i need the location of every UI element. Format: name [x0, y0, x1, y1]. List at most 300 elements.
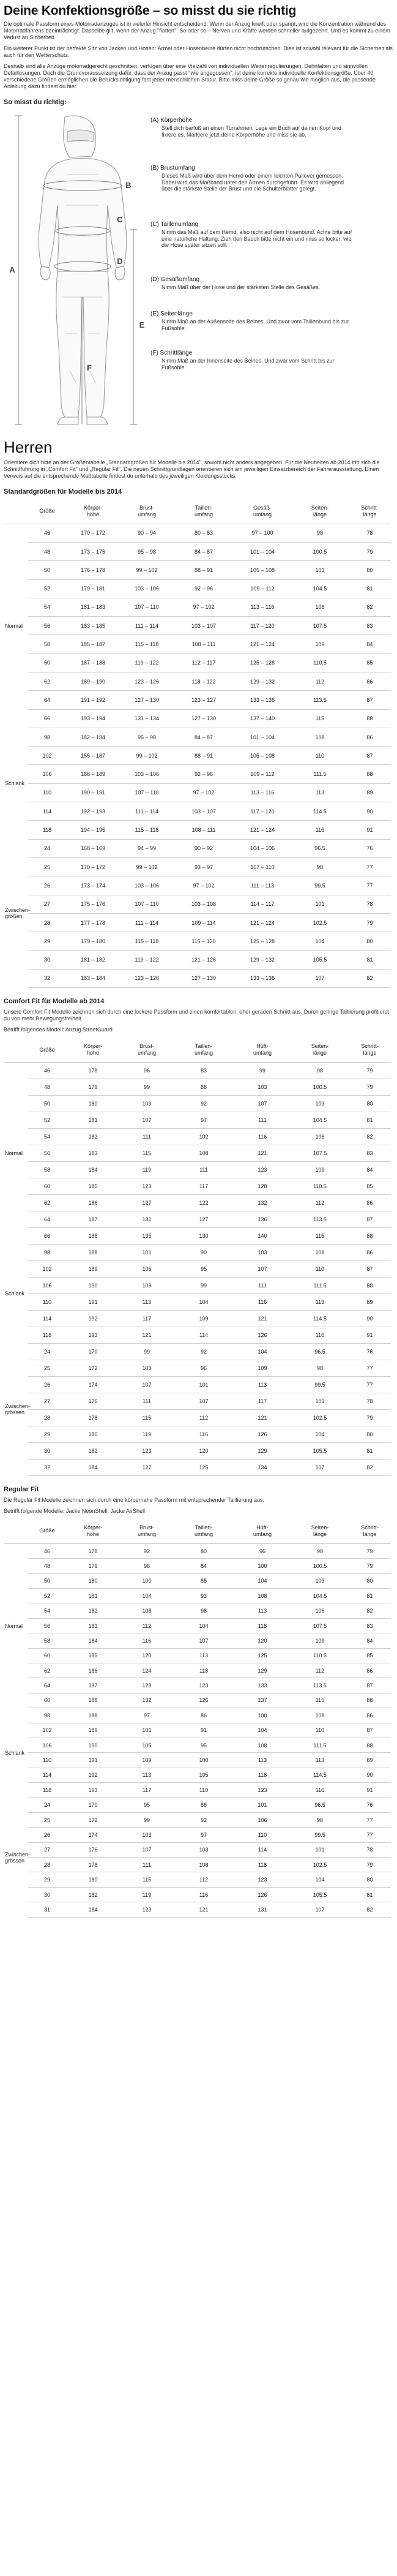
- table-cell: 93 – 97: [174, 857, 234, 876]
- table-cell: 82: [349, 1603, 391, 1618]
- table-cell: 109: [120, 1277, 174, 1294]
- table-row: [4, 1573, 391, 1588]
- table-cell: 110: [28, 1294, 66, 1310]
- table-cell: 62: [28, 1663, 66, 1678]
- table-cell: 79: [349, 1079, 391, 1095]
- table-cell: 87: [349, 1260, 391, 1277]
- table-cell: 28: [28, 913, 66, 932]
- table-cell: 84 – 87: [174, 728, 234, 746]
- table-cell: 88: [174, 1798, 234, 1812]
- table-cell: 100: [174, 1753, 234, 1768]
- table-cell: 92: [174, 1343, 234, 1360]
- table-cell: 95: [120, 1798, 174, 1812]
- table-cell: 106: [291, 1128, 349, 1145]
- table-row: [4, 1589, 391, 1603]
- table-cell: 96.5: [291, 1798, 349, 1812]
- table-cell: 104 – 106: [234, 839, 291, 857]
- table-cell: 191 – 192: [66, 691, 120, 709]
- table-cell: 184: [66, 1902, 120, 1917]
- table-cell: 121 – 124: [234, 913, 291, 932]
- table-row: [4, 1678, 391, 1693]
- table-cell: 79: [349, 913, 391, 932]
- table-cell: 116: [174, 1887, 234, 1902]
- table-cell: 127: [174, 1211, 234, 1227]
- table-cell: 50: [28, 1095, 66, 1112]
- table-cell: 123: [234, 1161, 291, 1178]
- table-cell: 102: [174, 1128, 234, 1145]
- table-cell: 187: [66, 1678, 120, 1693]
- table-cell: 24: [28, 1798, 66, 1812]
- table-row: [4, 1343, 391, 1360]
- table-cell: 188: [66, 1708, 120, 1723]
- table-cell: 110: [234, 1828, 291, 1842]
- table-row: [4, 598, 391, 616]
- table-cell: 110: [291, 1723, 349, 1738]
- table-cell: 86: [174, 1708, 234, 1723]
- table-cell: 28: [28, 1858, 66, 1872]
- table1-heading: Standardgrößen für Modelle bis 2014: [4, 488, 122, 495]
- column-header: Taillen- umfang: [174, 1038, 234, 1063]
- table-cell: 52: [28, 1112, 66, 1128]
- table-cell: 112: [291, 672, 349, 691]
- table-row: [4, 1828, 391, 1842]
- row-group-label: Normal: [5, 1150, 23, 1157]
- table-cell: 112: [120, 1618, 174, 1633]
- table-cell: 90: [349, 802, 391, 821]
- table-cell: 88: [349, 765, 391, 783]
- table-cell: 114.5: [291, 1768, 349, 1782]
- table-cell: 134: [234, 1459, 291, 1475]
- table-cell: 116: [291, 821, 349, 839]
- table-cell: 108 – 111: [174, 635, 234, 653]
- table-cell: 108: [291, 1708, 349, 1723]
- table-cell: 102: [28, 747, 66, 765]
- table-cell: 99.5: [291, 1376, 349, 1393]
- table-cell: 108: [234, 1738, 291, 1752]
- page: [0, 4, 397, 2576]
- table-cell: 97 – 100: [234, 524, 291, 542]
- table-cell: 30: [28, 951, 66, 969]
- table-cell: 123: [174, 1678, 234, 1693]
- table-cell: 121: [174, 1902, 234, 1917]
- table-cell: 78: [349, 1393, 391, 1409]
- table-cell: 30: [28, 1887, 66, 1902]
- table-cell: 111: [174, 1161, 234, 1178]
- table-cell: 140: [234, 1227, 291, 1244]
- table-cell: 29: [28, 1426, 66, 1442]
- table-cell: 107: [291, 969, 349, 987]
- table-row: [4, 542, 391, 560]
- table-row: [4, 839, 391, 857]
- table-cell: 103: [174, 1842, 234, 1857]
- table-cell: 111.5: [291, 1277, 349, 1294]
- table-cell: 126: [234, 1327, 291, 1343]
- table-cell: 129 – 132: [234, 951, 291, 969]
- table-cell: 98: [28, 1244, 66, 1260]
- table-cell: 189: [66, 1723, 120, 1738]
- row-group-label: Schlank: [5, 1290, 25, 1297]
- table-cell: 118: [28, 1327, 66, 1343]
- table-cell: 101: [174, 1376, 234, 1393]
- table-cell: 103: [234, 1244, 291, 1260]
- measure-legend: [150, 117, 352, 397]
- table-cell: 104: [120, 1589, 174, 1603]
- table-cell: 170: [66, 1343, 120, 1360]
- table-cell: 81: [349, 951, 391, 969]
- column-header: Schritt- länge: [349, 1519, 391, 1544]
- table-cell: 180: [66, 1426, 120, 1442]
- table-cell: 123 – 126: [120, 672, 174, 691]
- table-cell: 98: [291, 1062, 349, 1079]
- table-cell: 107: [120, 1842, 174, 1857]
- table-cell: 103: [120, 1828, 174, 1842]
- table-cell: 113.5: [291, 691, 349, 709]
- table-cell: 121: [234, 1409, 291, 1426]
- table-cell: 105.5: [291, 951, 349, 969]
- table3-text: Die Regular Fit Modelle zeichnen sich durch eine körpernahe Passform mit entsprechender Taillierung aus.: [4, 1496, 265, 1503]
- table-row: [4, 1244, 391, 1260]
- table-cell: 115: [120, 1872, 174, 1887]
- table-cell: 107.5: [291, 1145, 349, 1161]
- table-cell: 96: [234, 1543, 291, 1558]
- table-cell: 131: [234, 1902, 291, 1917]
- table-cell: 77: [349, 1376, 391, 1393]
- table-row: [4, 895, 391, 913]
- table-cell: 113: [120, 1768, 174, 1782]
- table-cell: 103 – 107: [174, 617, 234, 635]
- table-cell: 115 – 118: [120, 932, 174, 951]
- legend-text: Nimm Maß an der Innenseite des Beines. Und zwar vom Schritt bis zur Fußsohle.: [161, 357, 335, 371]
- table-row: [4, 1812, 391, 1827]
- table-cell: 174: [66, 1828, 120, 1842]
- table-cell: 54: [28, 598, 66, 616]
- table-cell: 104: [291, 1872, 349, 1887]
- table-cell: 107.5: [291, 617, 349, 635]
- table-cell: 178: [66, 1858, 120, 1872]
- table-cell: 26: [28, 876, 66, 895]
- table-cell: 110: [174, 1783, 234, 1798]
- table-cell: 101: [291, 1393, 349, 1409]
- table2-text: Unsere Comfort Fit Modelle zeichnen sich durch eine lockere Passform und einen komfortablen, eher geraden Schnitt aus. Durch geringe Taillierung profitierst du von mehr Bewegungsfreiheit.: [4, 1009, 389, 1022]
- table-cell: 107: [120, 1376, 174, 1393]
- table-cell: 132: [120, 1693, 174, 1708]
- table-cell: 46: [28, 1543, 66, 1558]
- table-cell: 85: [349, 1648, 391, 1663]
- table-cell: 118: [234, 1618, 291, 1633]
- table-cell: 86: [349, 672, 391, 691]
- table-row: [4, 1842, 391, 1857]
- table-cell: 24: [28, 839, 66, 857]
- table-row: [4, 617, 391, 635]
- table-cell: 77: [349, 876, 391, 895]
- table-cell: 110.5: [291, 1178, 349, 1194]
- table-cell: 105 – 108: [234, 561, 291, 579]
- table-cell: 133 – 136: [234, 691, 291, 709]
- table-cell: 77: [349, 1828, 391, 1842]
- column-header: Hüft- umfang: [234, 1038, 291, 1063]
- table-cell: 58: [28, 635, 66, 653]
- table-cell: 103 – 106: [120, 876, 174, 895]
- table-cell: 183: [66, 1618, 120, 1633]
- table-cell: 123: [234, 1783, 291, 1798]
- table-cell: 78: [349, 524, 391, 542]
- table-cell: 188: [66, 1244, 120, 1260]
- table-cell: 178: [66, 1062, 120, 1079]
- legend-text: Stell dich barfuß an einen Türrahmen. Lege ein Buch auf deinen Kopf und fixiere es. Markiere jetzt deine Körperhöhe und miss sie ab.: [161, 124, 342, 138]
- table-cell: 104: [234, 1723, 291, 1738]
- table-cell: 108: [291, 1244, 349, 1260]
- table-cell: 105: [120, 1738, 174, 1752]
- table-cell: 56: [28, 1145, 66, 1161]
- column-header: Schritt- länge: [349, 1038, 391, 1063]
- table-cell: 181 – 182: [66, 951, 120, 969]
- table-cell: 118: [28, 1783, 66, 1798]
- table-row: [4, 932, 391, 951]
- table-cell: 121: [234, 1310, 291, 1327]
- table-cell: 104: [174, 1618, 234, 1633]
- table-cell: 78: [349, 1842, 391, 1857]
- table-cell: 109: [291, 1633, 349, 1648]
- table-cell: 79: [349, 1858, 391, 1872]
- table-row: [4, 821, 391, 839]
- table-cell: 96.5: [291, 1343, 349, 1360]
- table-cell: 192: [66, 1310, 120, 1327]
- table-cell: 113.5: [291, 1211, 349, 1227]
- table-cell: 102.5: [291, 1858, 349, 1872]
- table-row: [4, 857, 391, 876]
- table-cell: 106: [234, 1812, 291, 1827]
- table-cell: 92: [120, 1543, 174, 1558]
- table-cell: 28: [28, 1409, 66, 1426]
- row-group-label: Zwischen- grössen: [5, 1851, 31, 1864]
- table-cell: 66: [28, 709, 66, 728]
- figure-label-e: E: [139, 320, 145, 330]
- table-cell: 179: [66, 1079, 120, 1095]
- table-cell: 81: [349, 1442, 391, 1459]
- table-cell: 114: [174, 1327, 234, 1343]
- table-cell: 27: [28, 1842, 66, 1857]
- table-cell: 31: [28, 1902, 66, 1917]
- table-cell: 26: [28, 1828, 66, 1842]
- table-cell: 114 – 117: [234, 895, 291, 913]
- table-cell: 121: [120, 1327, 174, 1343]
- table-cell: 104: [291, 932, 349, 951]
- table-cell: 88: [349, 1277, 391, 1294]
- table-cell: 103: [234, 1079, 291, 1095]
- table-cell: 83: [349, 617, 391, 635]
- table-body: [4, 1062, 391, 1475]
- table-cell: 181: [66, 1589, 120, 1603]
- legend-title: (E) Seitenlänge: [150, 310, 193, 317]
- table-cell: 81: [349, 1589, 391, 1603]
- column-header: Brust- umfang: [120, 1519, 174, 1544]
- table-row: [4, 1393, 391, 1409]
- table-cell: 82: [349, 1459, 391, 1475]
- table-cell: 109 – 114: [174, 913, 234, 932]
- table-cell: 190 – 191: [66, 783, 120, 802]
- table-cell: 116: [291, 1327, 349, 1343]
- table-cell: 86: [349, 1244, 391, 1260]
- table2-heading: Comfort Fit für Modelle ab 2014: [4, 998, 105, 1006]
- column-header: Gesäß- umfang: [234, 499, 291, 524]
- table3-heading: Regular Fit: [4, 1485, 39, 1493]
- table-cell: 111: [120, 1128, 174, 1145]
- table-cell: 80: [349, 561, 391, 579]
- table-cell: 188 – 189: [66, 765, 120, 783]
- table-row: [4, 1178, 391, 1194]
- table-cell: 102.5: [291, 913, 349, 932]
- table-cell: 66: [28, 1693, 66, 1708]
- table-cell: 114.5: [291, 1310, 349, 1327]
- table-cell: 88 – 91: [174, 747, 234, 765]
- table-cell: 108: [291, 728, 349, 746]
- table-cell: 178: [66, 1409, 120, 1426]
- table-cell: 179 – 180: [66, 932, 120, 951]
- table-cell: 106: [28, 1277, 66, 1294]
- table-cell: 173 – 175: [66, 542, 120, 560]
- table-cell: 27: [28, 1393, 66, 1409]
- table-cell: 125 – 128: [234, 932, 291, 951]
- table-cell: 191: [66, 1753, 120, 1768]
- table-cell: 182 – 184: [66, 728, 120, 746]
- table-cell: 121 – 124: [234, 635, 291, 653]
- table-row: [4, 1260, 391, 1277]
- table-cell: 86: [349, 1708, 391, 1723]
- table-cell: 60: [28, 1648, 66, 1663]
- table-cell: 182: [66, 1442, 120, 1459]
- table-cell: 92 – 96: [174, 579, 234, 598]
- size-table-regular-fit: [4, 1519, 391, 1918]
- table-cell: 80 – 83: [174, 524, 234, 542]
- table-cell: 80: [174, 1543, 234, 1558]
- table-cell: 133 – 136: [234, 969, 291, 987]
- legend-item: [150, 221, 352, 276]
- table-cell: 80: [349, 932, 391, 951]
- table-cell: 175 – 176: [66, 895, 120, 913]
- table-cell: 103 – 106: [120, 765, 174, 783]
- table-cell: 118: [234, 1768, 291, 1782]
- table-cell: 124: [120, 1663, 174, 1678]
- intro-paragraph: Deshalb sind alle Anzüge motorradgerecht geschnitten, verfügen über eine Vielzahl von individuellen Weitenregulierungen, Dehnfalten und sinnvollen Detaillösungen. Doch die Grundvoraussetzung dafür, dass der Anzug passt "wie angegossen", ist deine korrekte individuelle Konfektionsgröße. Über 40 verschiedene Größen ermöglichen die Berücksichtigung fast jeder menschlichen Statur. Bitte miss deine Größe so genau wie möglich aus, die passende Anleitung dazu findest du hier.: [4, 62, 376, 89]
- legend-title: (A) Körperhöhe: [150, 116, 193, 124]
- table-cell: 168 – 169: [66, 839, 120, 857]
- table-row: [4, 579, 391, 598]
- table-cell: 127 – 130: [120, 691, 174, 709]
- table-cell: 103: [291, 1095, 349, 1112]
- table-cell: 119: [120, 1161, 174, 1178]
- table-row: [4, 1459, 391, 1475]
- table-cell: 115 – 118: [120, 821, 174, 839]
- table-cell: 181 – 183: [66, 598, 120, 616]
- table-row: [4, 1079, 391, 1095]
- table-cell: 104: [234, 1573, 291, 1588]
- table-cell: 64: [28, 1678, 66, 1693]
- table-cell: 180: [66, 1872, 120, 1887]
- table-cell: 193: [66, 1783, 120, 1798]
- table-cell: 94 – 99: [120, 839, 174, 857]
- table-cell: 131 – 134: [120, 709, 174, 728]
- table-cell: 87: [349, 1723, 391, 1738]
- table-cell: 46: [28, 1062, 66, 1079]
- table-cell: 113: [234, 1753, 291, 1768]
- table-cell: 79: [349, 1409, 391, 1426]
- table-cell: 97 – 102: [174, 598, 234, 616]
- table-cell: 99 – 102: [120, 747, 174, 765]
- table-row: [4, 1768, 391, 1782]
- table-cell: 92: [174, 1812, 234, 1827]
- table-cell: 98: [291, 524, 349, 542]
- table-cell: 105: [174, 1768, 234, 1782]
- column-header: Größe: [28, 499, 66, 524]
- table-cell: 112: [174, 1409, 234, 1426]
- table-cell: 115: [291, 1227, 349, 1244]
- table-row: [4, 1648, 391, 1663]
- row-group-label: Zwischen- größen: [5, 907, 31, 920]
- table-cell: 52: [28, 579, 66, 598]
- table-cell: 95: [174, 1738, 234, 1752]
- table-cell: 123 – 126: [120, 969, 174, 987]
- table-cell: 109 – 112: [234, 579, 291, 598]
- table-cell: 66: [28, 1227, 66, 1244]
- table-cell: 81: [349, 1887, 391, 1902]
- table-cell: 56: [28, 1618, 66, 1633]
- table-cell: 105.5: [291, 1887, 349, 1902]
- intro-paragraph: Ein weiterer Punkt ist der perfekte Sitz von Jacken und Hosen: Ärmel oder Hosenbeine dürfen nicht hochrutschen. Dies ist sowohl relevant für die Sicherheit als auch für den Wetterschutz.: [4, 45, 393, 58]
- table-cell: 107 – 110: [120, 895, 174, 913]
- table-cell: 125: [174, 1459, 234, 1475]
- table-cell: 107: [291, 1459, 349, 1475]
- table-cell: 89: [349, 1294, 391, 1310]
- table-cell: 127 – 130: [174, 709, 234, 728]
- table-cell: 115: [291, 709, 349, 728]
- table-cell: 58: [28, 1633, 66, 1648]
- table-cell: 119 – 122: [120, 653, 174, 672]
- table-cell: 111.5: [291, 765, 349, 783]
- table-cell: 192 – 193: [66, 802, 120, 821]
- table-cell: 190: [66, 1738, 120, 1752]
- table-cell: 116: [234, 1128, 291, 1145]
- table-cell: 58: [28, 1161, 66, 1178]
- table-cell: 99.5: [291, 876, 349, 895]
- table-cell: 98: [28, 1708, 66, 1723]
- table-cell: 108: [174, 1858, 234, 1872]
- table-cell: 84: [349, 1161, 391, 1178]
- table-row: [4, 1062, 391, 1079]
- table-cell: 96: [120, 1559, 174, 1573]
- table3-models: Betrifft folgende Modelle: Jacke NeonShell, Jacke AirShell: [4, 1507, 145, 1514]
- table-cell: 92: [174, 1095, 234, 1112]
- table-cell: 107 – 110: [234, 857, 291, 876]
- column-header: Seiten- länge: [291, 1038, 349, 1063]
- table-cell: 62: [28, 1194, 66, 1211]
- table-cell: 184: [66, 1633, 120, 1648]
- table-cell: 110: [291, 1260, 349, 1277]
- table-cell: 100: [120, 1573, 174, 1588]
- table-cell: 54: [28, 1603, 66, 1618]
- table-cell: 110.5: [291, 653, 349, 672]
- table-cell: 96: [174, 1360, 234, 1376]
- table-cell: 126: [234, 1426, 291, 1442]
- table-cell: 117 – 120: [234, 617, 291, 635]
- table-cell: 81: [349, 579, 391, 598]
- table-cell: 193: [66, 1327, 120, 1343]
- table-cell: 95 – 98: [120, 728, 174, 746]
- table-cell: 131: [120, 1211, 174, 1227]
- table-cell: 93: [174, 1589, 234, 1603]
- table-cell: 113: [234, 1603, 291, 1618]
- table-cell: 113 – 116: [234, 598, 291, 616]
- table-row: [4, 709, 391, 728]
